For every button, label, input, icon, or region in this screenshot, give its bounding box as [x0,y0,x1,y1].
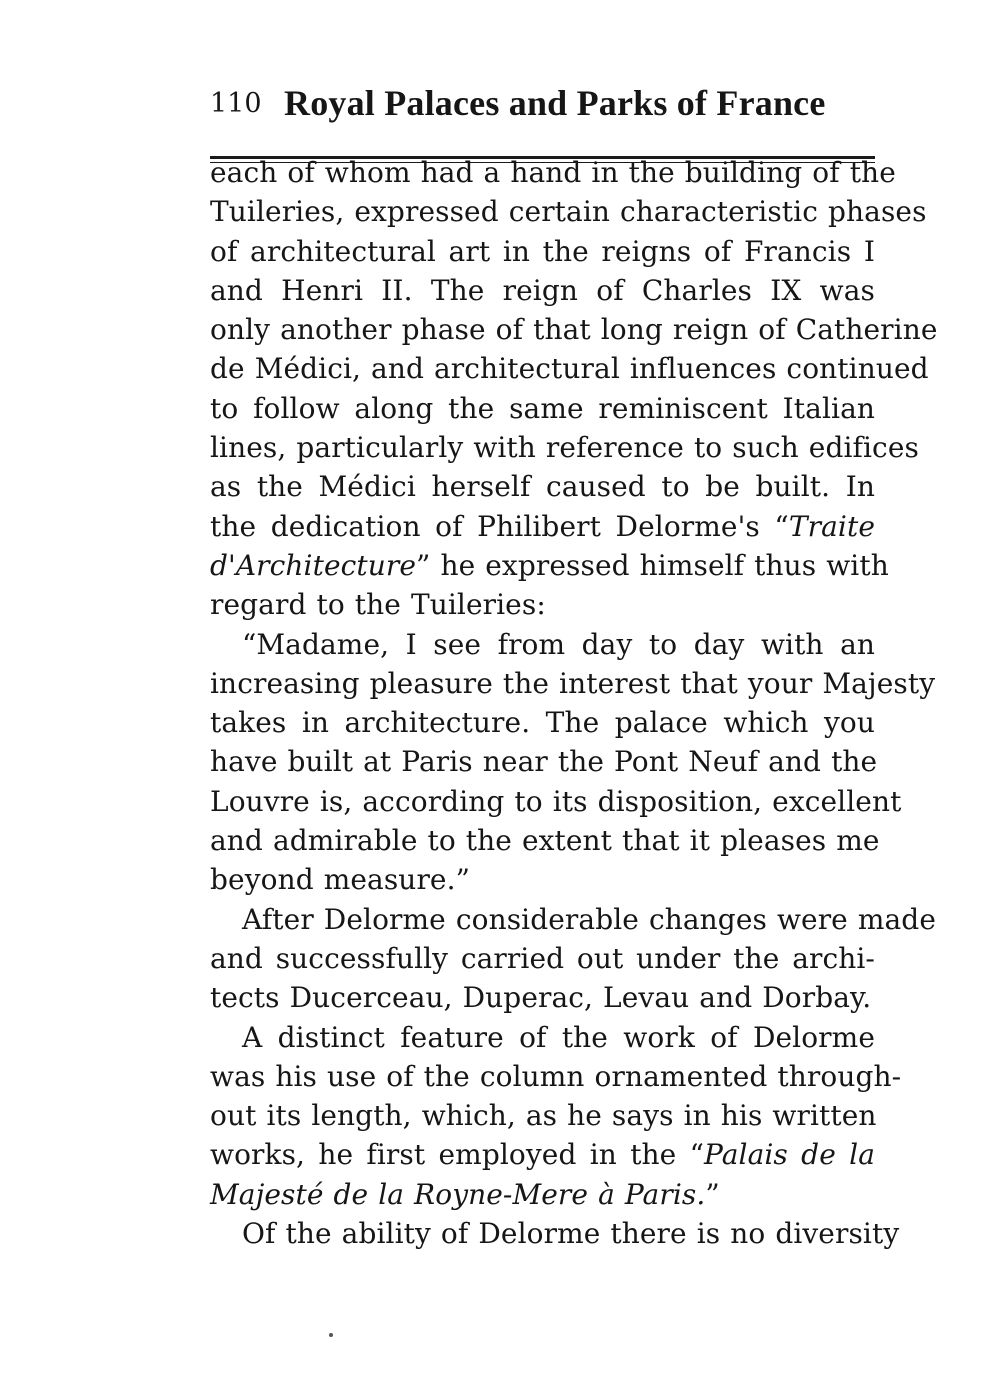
text-line: was his use of the column ornamented through- [210,1059,902,1093]
page-header [210,84,875,124]
text-line: Louvre is, according to its disposition, excellent [210,784,902,818]
italic-title: Traite [788,509,875,543]
scan-speck [329,1333,333,1337]
text-line [210,1135,875,1174]
text-line: only another phase of that long reign of Catherine [210,313,938,347]
text-line [210,546,889,585]
text-line: lines, particularly with reference to such edifices [210,431,919,465]
italic-title: Palais de la [704,1138,875,1172]
text-line: beyond measure.” [210,863,471,897]
italic-title: d'Architecture [210,548,417,582]
text-line: regard to the Tuileries: [210,588,546,622]
italic-title: Majesté de la Royne-Mere à Paris. [210,1177,706,1211]
text-line: out its length, which, as he says in his written [210,1099,877,1133]
text-line: takes in architecture. The palace which you [210,706,875,740]
text-line: Of the ability of Delorme there is no diversity [242,1217,900,1251]
text-line: “Madame, I see from day to day with an [242,627,875,661]
text-segment: ” he expressed himself thus with [416,548,889,582]
body-text [210,153,938,1253]
text-line: of architectural art in the reigns of Francis I [210,234,875,268]
running-title: Royal Palaces and Parks of France [284,83,826,123]
text-line: and successfully carried out under the archi- [210,941,875,975]
page-number: 110 [210,88,262,119]
text-line: tects Ducerceau, Duperac, Levau and Dorbay. [210,981,872,1015]
text-line: to follow along the same reminiscent Italian [210,391,875,425]
text-line: each of whom had a hand in the building of the [210,156,896,189]
text-line [210,507,875,546]
text-line: de Médici, and architectural influences continued [210,352,929,386]
text-line: increasing pleasure the interest that your Majesty [210,666,936,700]
text-segment: the dedication of Philibert Delorme's “ [210,509,789,543]
text-segment: works, he first employed in the “ [210,1138,705,1172]
text-line: as the Médici herself caused to be built. In [210,470,875,504]
text-line: Tuileries, expressed certain characteristic phases [210,195,927,229]
text-line: After Delorme considerable changes were made [242,902,936,936]
text-line: and admirable to the extent that it pleases me [210,824,880,858]
text-line [210,1175,875,1214]
text-line: have built at Paris near the Pont Neuf and the [210,745,878,779]
text-segment: ” [705,1177,720,1211]
text-line: A distinct feature of the work of Delorme [242,1020,875,1054]
text-line: and Henri II. The reign of Charles IX was [210,273,875,307]
